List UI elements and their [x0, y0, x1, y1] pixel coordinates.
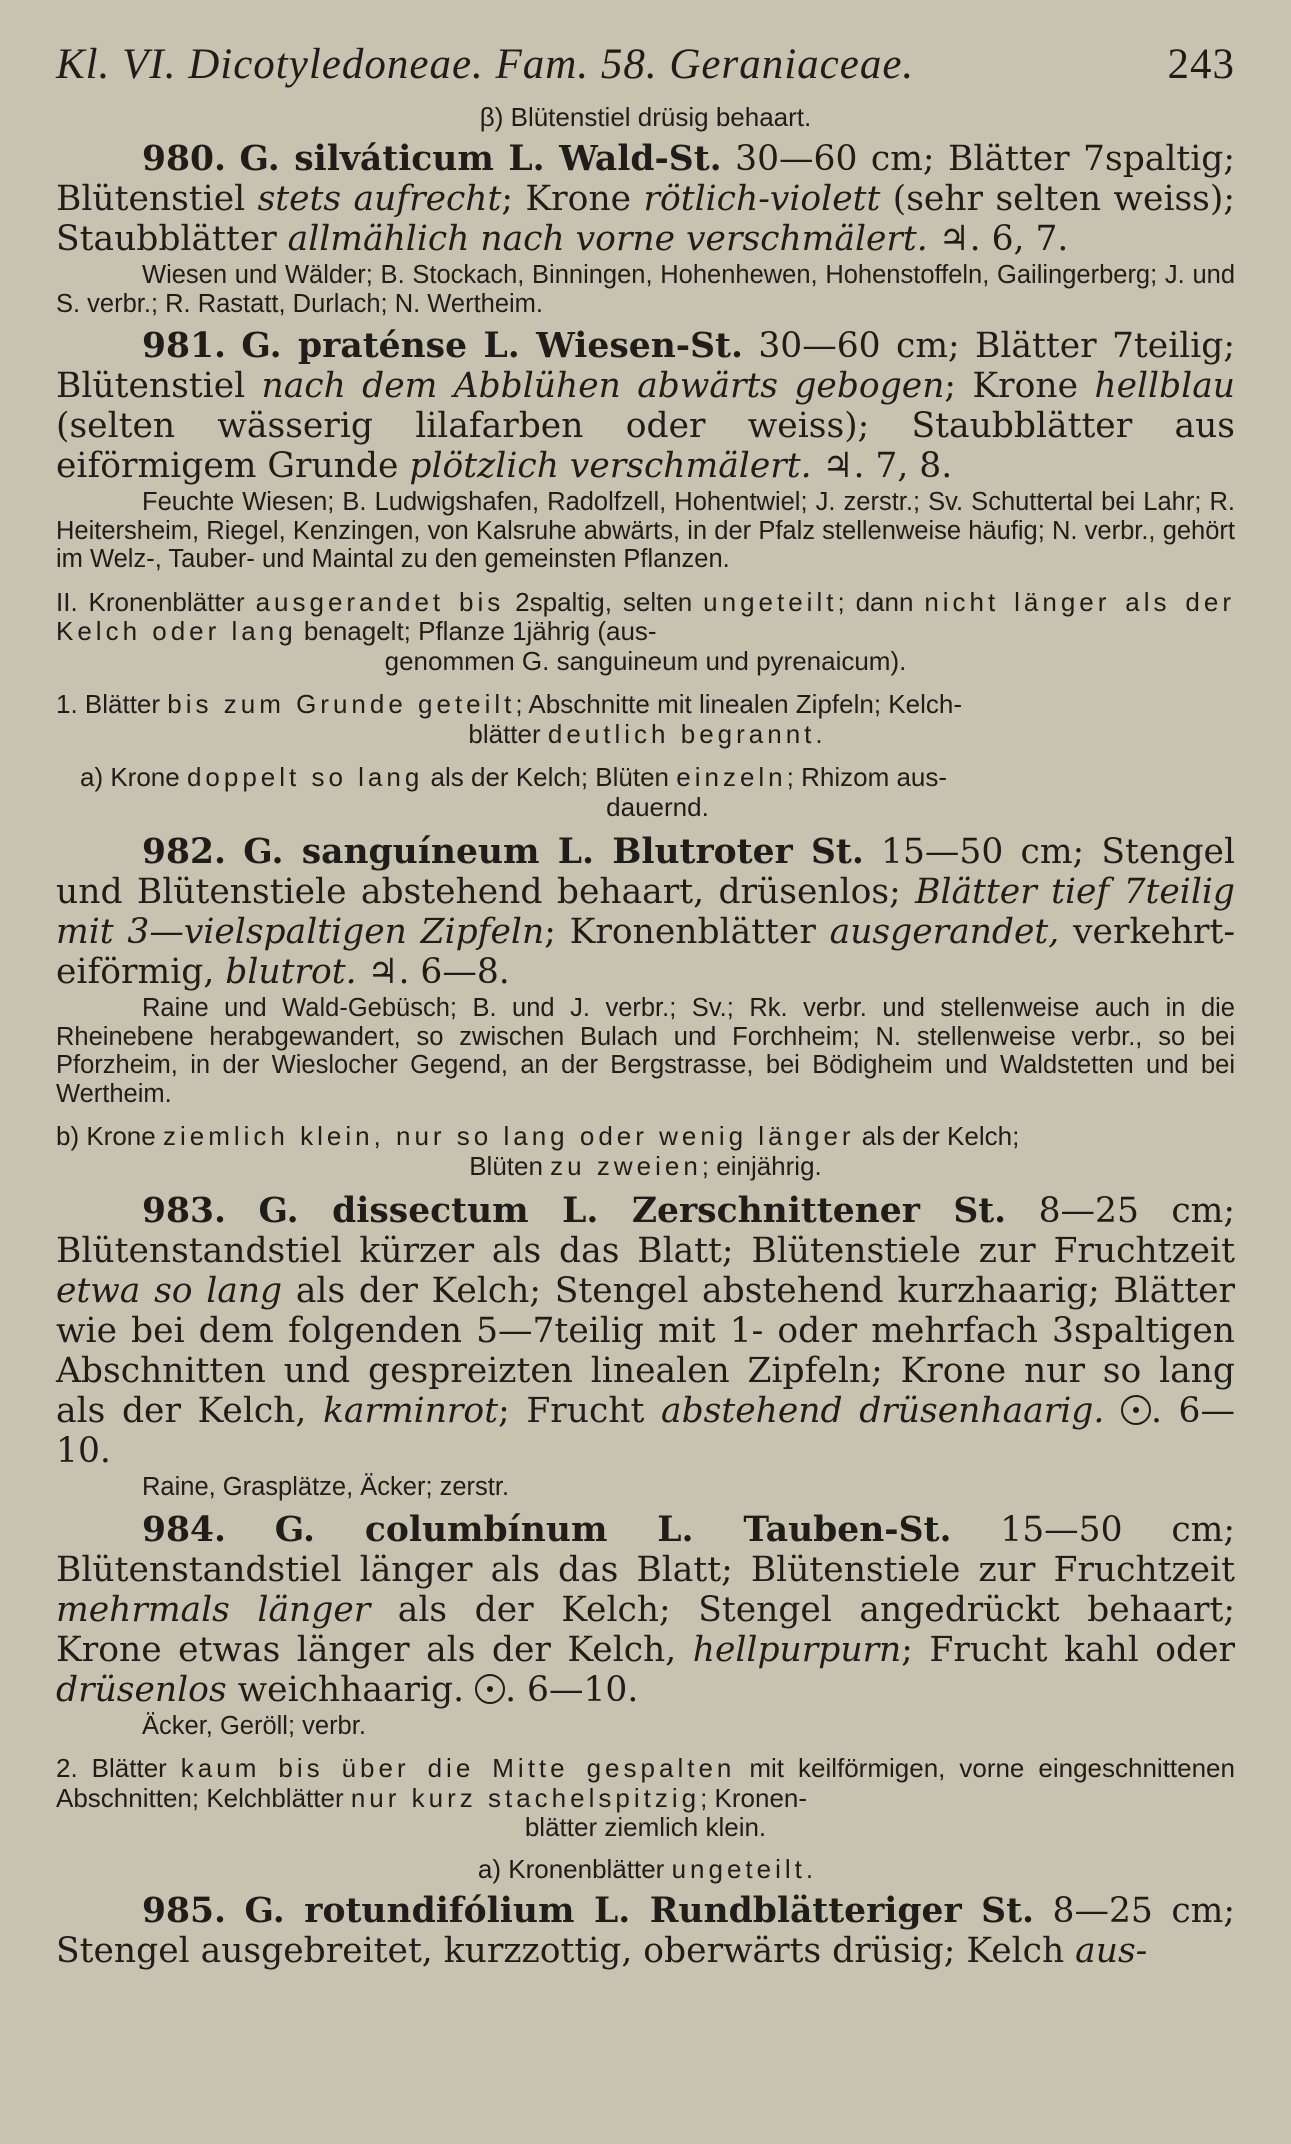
species-number: 985.: [142, 1890, 227, 1931]
species-number: 981.: [142, 326, 227, 366]
locality-984: Äcker, Geröll; verbr.: [142, 1711, 366, 1740]
key-II-cont: genommen G. sanguineum und pyrenaicum).: [384, 645, 907, 676]
locality-980: Wiesen und Wälder; B. Stockach, Binningen, Hohenhewen, Hohenstoffeln, Gailingerberg; J. und S. verbr.; R. Rastatt, Durlach; N. Wertheim.: [56, 261, 1235, 318]
key-1b-cont: Blüten zu zweien; einjährig.: [469, 1150, 822, 1181]
key-2-cont: blätter ziemlich klein.: [524, 1812, 767, 1842]
key-1a-line: a) Krone doppelt so lang als der Kelch; Blüten einzeln; Rhizom aus-: [80, 762, 948, 792]
locality-983: Raine, Grasplätze, Äcker; zerstr.: [142, 1473, 510, 1501]
species-name: G. columbínum L. Tauben-St.: [274, 1509, 952, 1550]
species-number: 984.: [142, 1509, 227, 1550]
locality-982: Raine und Wald-Gebüsch; B. und J. verbr.; Sv.; Rk. verbr. und stellenweise auch in die Rheinebene herabgewandert, so zwischen Bulach und Forchheim; N. stellenweise verbr., so bei Pforzheim, in der Wieslocher Gegend, an der Bergstrasse, bei Bödigheim und Waldstetten und bei Wertheim.: [56, 994, 1235, 1108]
species-985: 985. G. rotundifólium L. Rundblätteriger St. 8—25 cm; Stengel ausgebreitet, kurzzottig, oberwärts drüsig; Kelch aus-: [56, 1890, 1235, 1971]
species-name: G. dissectum L. Zerschnittener St.: [258, 1191, 1007, 1231]
header-title: Kl. VI. Dicotyledoneae. Fam. 58. Geraniaceae.: [56, 41, 915, 88]
species-982: 982. G. sanguíneum L. Blutroter St. 15—50 cm; Stengel und Blütenstiele abstehend behaart, drüsenlos; Blätter tief 7teilig mit 3—vielspaltigen Zipfeln; Kronenblätter ausgerandet, verkehrt-eiförmig, blutrot. ♃. 6—8.: [56, 832, 1236, 992]
running-header: [56, 40, 1235, 89]
key-1-cont: blätter deutlich begrannt.: [468, 718, 823, 749]
key-1-line: 1. Blätter bis zum Grunde geteilt; Abschnitte mit linealen Zipfeln; Kelch-: [56, 689, 962, 719]
annual-symbol-icon: [1121, 1395, 1151, 1425]
species-name: G. sanguíneum L. Blutroter St.: [243, 832, 864, 872]
species-name: G. rotundifólium L. Rundblätteriger St.: [244, 1890, 1035, 1931]
species-name: G. silváticum L. Wald-St.: [239, 139, 722, 179]
key-2-line: 2. Blätter kaum bis über die Mitte gespalten mit keilförmigen, vorne eingeschnittenen Abschnitten; Kelchblätter nur kurz stachelspitzig; Kronen-: [56, 1753, 1235, 1813]
key-2a: a) Kronenblätter ungeteilt.: [477, 1853, 814, 1884]
species-number: 980.: [142, 139, 227, 179]
key-1a-cont: dauernd.: [606, 791, 709, 822]
species-984: 984. G. columbínum L. Tauben-St. 15—50 cm; Blütenstandstiel länger als das Blatt; Blütenstiele zur Fruchtzeit mehrmals länger als der Kelch; Stengel angedrückt behaart; Krone etwas länger als der Kelch, hellpurpurn; Frucht kahl oder drüsenlos weichhaarig. . 6—10.: [56, 1509, 1236, 1710]
species-name: G. praténse L. Wiesen-St.: [241, 326, 743, 366]
key-II-line: II. Kronenblätter ausgerandet bis 2spaltig, selten ungeteilt; dann nicht länger als der Kelch oder lang benagelt; Pflanze 1jährig (aus-: [56, 586, 1235, 646]
key-1a: [56, 763, 1235, 822]
key-II: [56, 588, 1235, 677]
species-number: 983.: [142, 1191, 227, 1231]
key-2: [56, 1754, 1235, 1843]
page-number: 243: [1167, 41, 1235, 88]
species-981: 981. G. praténse L. Wiesen-St. 30—60 cm; Blätter 7teilig; Blütenstiel nach dem Abblühen abwärts gebogen; Krone hellblau (selten wässerig lilafarben oder weiss); Staubblätter aus eiförmigem Grunde plötzlich verschmälert. ♃. 7, 8.: [56, 326, 1236, 486]
key-1: [56, 690, 1235, 749]
species-980: 980. G. silváticum L. Wald-St. 30—60 cm; Blätter 7spaltig; Blütenstiel stets aufrecht; Krone rötlich-violett (sehr selten weiss); Staubblätter allmählich nach vorne verschmälert. ♃. 6, 7.: [56, 139, 1235, 259]
key-1b-line: b) Krone ziemlich klein, nur so lang oder wenig länger als der Kelch;: [56, 1121, 1020, 1151]
key-beta: β) Blütenstiel drüsig behaart.: [479, 102, 812, 132]
species-number: 982.: [142, 832, 227, 872]
annual-symbol-icon: [475, 1674, 505, 1704]
locality-981: Feuchte Wiesen; B. Ludwigshafen, Radolfzell, Hohentwiel; J. zerstr.; Sv. Schuttertal bei Lahr; R. Heitersheim, Riegel, Kenzingen, von Kalsruhe abwärts, in der Pfalz stellenweise häufig; N. verbr., gehört im Welz-, Tauber- und Maintal zu den gemeinsten Pflanzen.: [56, 488, 1235, 573]
species-983: 983. G. dissectum L. Zerschnittener St. 8—25 cm; Blütenstandstiel kürzer als das Blatt; Blütenstiele zur Fruchtzeit etwa so lang als der Kelch; Stengel abstehend kurzhaarig; Blätter wie bei dem folgenden 5—7teilig mit 1- oder mehrfach 3spaltigen Abschnitten und gespreizten linealen Zipfeln; Krone nur so lang als der Kelch, karminrot; Frucht abstehend drüsenhaarig. . 6—10.: [56, 1191, 1236, 1471]
key-1b: [56, 1122, 1235, 1181]
